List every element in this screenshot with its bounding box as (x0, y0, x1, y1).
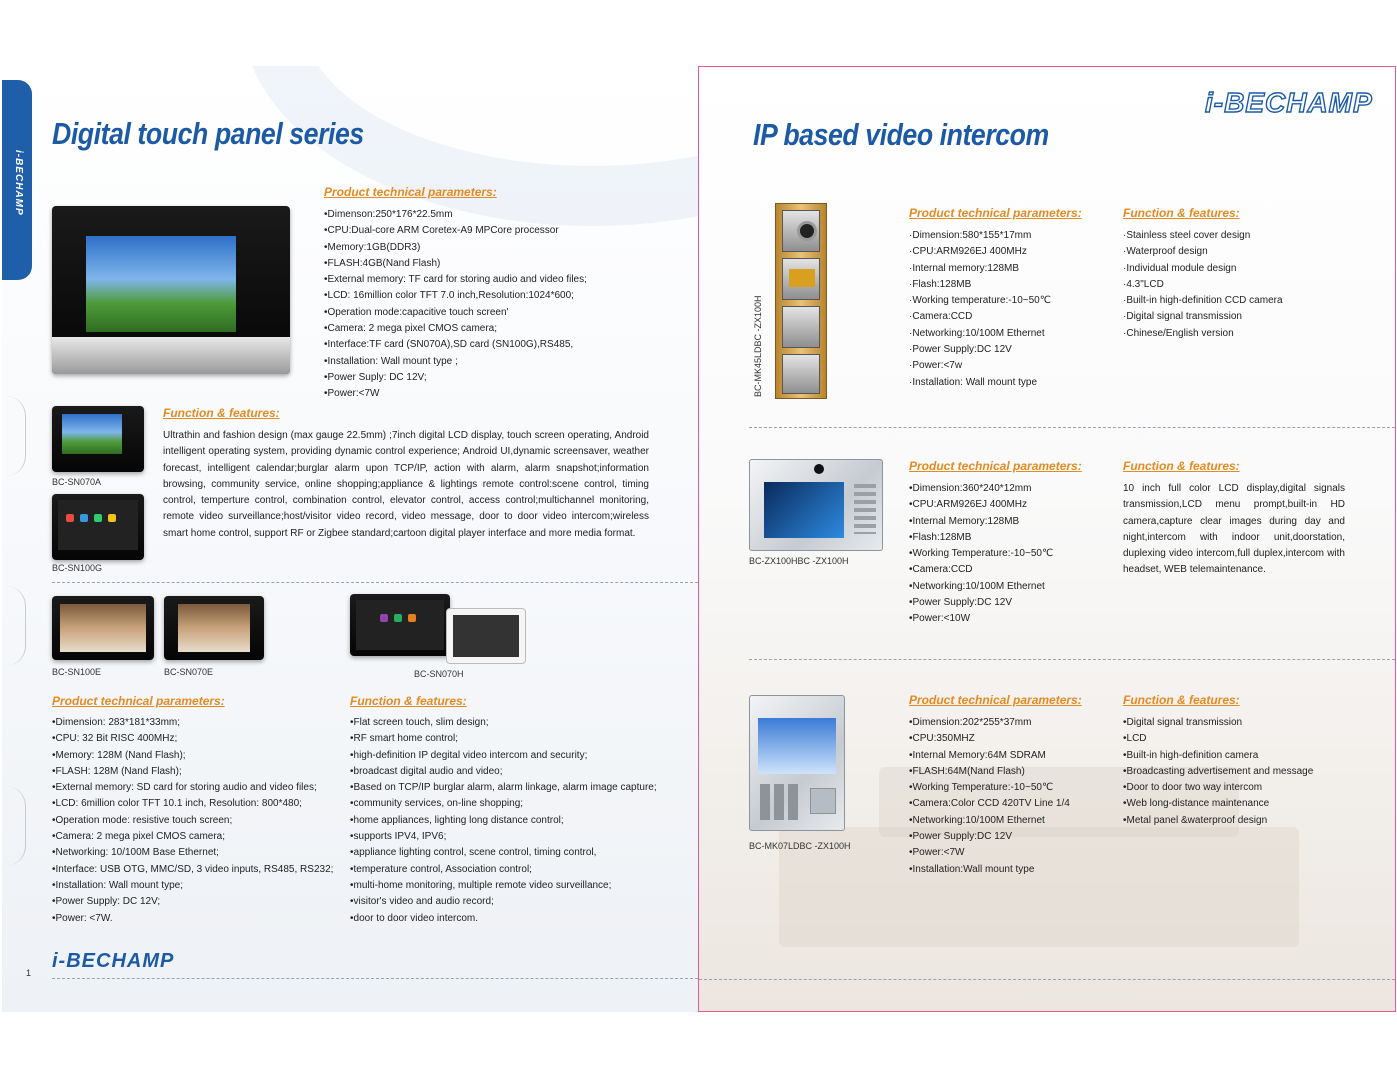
param-item: • CPU: 32 Bit RISC 400MHz; (52, 731, 333, 747)
feature-item: • Built-in high-definition camera (1123, 748, 1313, 764)
sn100e-image (52, 596, 154, 660)
features-list (1123, 228, 1283, 342)
feature-item: • Web long-distance maintenance (1123, 796, 1313, 812)
param-item: • Operation mode: resistive touch screen; (52, 813, 333, 829)
param-item: • Interface:TF card (SN070A),SD card (SN100G),RS485, (324, 337, 587, 353)
params-list (909, 228, 1051, 391)
camera-lens (797, 221, 817, 241)
feature-item: • Flat screen touch, slim design; (350, 715, 657, 731)
section-divider (749, 427, 1395, 428)
page-title: IP based video intercom (753, 117, 1049, 152)
params-list (909, 715, 1070, 878)
param-item: • Camera:Color CCD 420TV Line 1/4 (909, 796, 1070, 812)
feature-item: • Based on TCP/IP burglar alarm, alarm linkage, alarm image capture; (350, 780, 657, 796)
feature-item: • high-definition IP degital video intercom and security; (350, 748, 657, 764)
param-item: • CPU:350MHZ (909, 731, 1070, 747)
left-page (2, 66, 698, 1012)
spine-tab (2, 80, 32, 280)
param-item: • Power:<7W (909, 845, 1070, 861)
keypad (760, 784, 800, 820)
app-tile (380, 614, 388, 622)
param-item: • Installation: Wall mount type; (52, 878, 333, 894)
feature-item: • appliance lighting control, scene control, timing control, (350, 845, 657, 861)
app-tile (94, 514, 102, 522)
panel-screen (453, 615, 519, 657)
footer-divider (699, 979, 1395, 980)
param-item: · Flash:128MB (909, 277, 1051, 293)
param-item: • Power Supply:DC 12V (909, 829, 1070, 845)
caption-sn070e: BC-SN070E (164, 667, 214, 677)
param-item: • Flash:128MB (909, 530, 1053, 546)
feature-item: • Door to door two way intercom (1123, 780, 1313, 796)
feature-item: • community services, on-line shopping; (350, 796, 657, 812)
panel-bezel (52, 337, 290, 374)
param-item: • Memory: 128M (Nand Flash); (52, 748, 333, 764)
section-divider (749, 659, 1395, 660)
param-item: • Power:<7W (324, 386, 587, 402)
caption-sn070a: BC-SN070A (52, 477, 102, 487)
panel-screen (58, 500, 138, 550)
panel-screen (86, 236, 236, 332)
param-item: • Power Supply:DC 12V (909, 595, 1053, 611)
features-list (1123, 715, 1313, 829)
feature-item: • temperature control, Association control; (350, 862, 657, 878)
app-tile (394, 614, 402, 622)
param-item: • Working Temperature:-10~50℃ (909, 780, 1070, 796)
feature-item: • visitor's video and audio record; (350, 894, 657, 910)
param-item: · Dimension:580*155*17mm (909, 228, 1051, 244)
lcd-screen (758, 718, 836, 774)
keypad (854, 484, 876, 534)
edge-tab (2, 396, 26, 476)
feature-item: · Individual module design (1123, 261, 1283, 277)
right-page (698, 66, 1396, 1012)
feature-item: • Broadcasting advertisement and message (1123, 764, 1313, 780)
feature-item: • LCD (1123, 731, 1313, 747)
param-item: • Working Temperature:-10~50℃ (909, 546, 1053, 562)
feature-item: • home appliances, lighting long distance control; (350, 813, 657, 829)
feature-item: • Digital signal transmission (1123, 715, 1313, 731)
keypad-module (782, 306, 820, 348)
feature-item: • door to door video intercom. (350, 911, 657, 927)
param-item: • Power Supply: DC 12V; (52, 894, 333, 910)
features-paragraph: 10 inch full color LCD display,digital signals transmission,LCD menu prompt,built-in HD camera,capture clear images during day and night,intercom with indoor unit,doorstation, duplexing video intercom,full duplex,intercom with headset, WEB telemaintenance. (1123, 483, 1345, 576)
brand-logo: i-BECHAMP (52, 950, 175, 972)
params-heading: Product technical parameters: (909, 693, 1082, 707)
param-item: • Power Suply: DC 12V; (324, 370, 587, 386)
param-item: · CPU:ARM926EJ 400MHz (909, 244, 1051, 260)
param-item: • Installation:Wall mount type (909, 862, 1070, 878)
spine-logo-text: i-BECHAMP (13, 150, 24, 216)
caption-mk07: BC-MK07LDBC -ZX100H (749, 841, 851, 851)
params-heading: Product technical parameters: (909, 459, 1082, 473)
feature-item: • multi-home monitoring, multiple remote video surveillance; (350, 878, 657, 894)
card-reader (810, 788, 836, 814)
camera-module (782, 210, 820, 252)
lcd-module (782, 258, 820, 300)
feature-item: · Chinese/English version (1123, 326, 1283, 342)
params-heading: Product technical parameters: (909, 206, 1082, 220)
param-item: · Installation: Wall mount type (909, 375, 1051, 391)
param-item: · Working temperature:-10~50℃ (909, 293, 1051, 309)
param-item: • Internal Memory:64M SDRAM (909, 748, 1070, 764)
param-item: · Power Supply:DC 12V (909, 342, 1051, 358)
param-item: • Operation mode:capacitive touch screen' (324, 305, 587, 321)
param-item: • Networking:10/100M Ethernet (909, 813, 1070, 829)
param-item: • Power: <7W. (52, 911, 333, 927)
panel-screen (356, 600, 444, 650)
features-heading: Function & features: (1123, 459, 1240, 473)
features-heading: Function & features: (350, 694, 467, 708)
camera-lens (814, 464, 824, 474)
param-item: • Power:<10W (909, 611, 1053, 627)
panel-screen (60, 604, 146, 652)
panel-screen (178, 604, 250, 652)
caption-sn100g: BC-SN100G (52, 563, 103, 573)
param-item: • CPU:ARM926EJ 400MHz (909, 497, 1053, 513)
params-heading: Product technical parameters: (324, 185, 497, 199)
sn070h-black-image (350, 594, 450, 656)
brand-logo: i-BECHAMP (1205, 87, 1373, 118)
lcd-screen (789, 269, 815, 287)
card-reader-module (782, 354, 820, 394)
params-list (909, 481, 1053, 628)
app-tile (80, 514, 88, 522)
param-item: • Networking:10/100M Ethernet (909, 579, 1053, 595)
param-item: • FLASH:4GB(Nand Flash) (324, 256, 587, 272)
param-item: • Interface: USB OTG, MMC/SD, 3 video inputs, RS485, RS232; (52, 862, 333, 878)
param-item: • Dimenson:250*176*22.5mm (324, 207, 587, 223)
param-item: · Networking:10/100M Ethernet (909, 326, 1051, 342)
panel-screen (62, 414, 122, 454)
param-item: · Internal memory:128MB (909, 261, 1051, 277)
param-item: • External memory: SD card for storing audio and video files; (52, 780, 333, 796)
feature-item: · Built-in high-definition CCD camera (1123, 293, 1283, 309)
caption-mk45: BC-MK45LDBC -ZX100H (753, 295, 763, 397)
edge-tab (2, 786, 26, 866)
param-item: • Camera: 2 mega pixel CMOS camera; (52, 829, 333, 845)
params-list (52, 715, 333, 927)
app-tile (66, 514, 74, 522)
intercom-mk07-image (749, 695, 845, 831)
param-item: • CPU:Dual-core ARM Coretex-A9 MPCore processor (324, 223, 587, 239)
feature-item: · 4.3"LCD (1123, 277, 1283, 293)
features-paragraph: Ultrathin and fashion design (max gauge 22.5mm) ;7inch digital LCD display, touch screen operating, Android intelligent operating system, providing dynamic control experience; Android UI,dynamic screensaver, weather forecast, intelligent calendar;burglar alarm upon TCP/IP, action with alarm, alarm snapshot;information browsing, community service, online shopping;appliance & lightings remote control:scene control, timing control, temperture control, combination control, elevator control, access control;multichannel monitoring, remote video surveillance;host/visitor video record, video message, door to door video intercom;wireless smart home control, support RF or Zigbee standard;cartoon digital player interface and more media format. (163, 430, 649, 539)
sn070h-white-image (446, 608, 526, 664)
param-item: • Dimension:360*240*12mm (909, 481, 1053, 497)
app-tile (108, 514, 116, 522)
caption-sn070h: BC-SN070H (414, 669, 464, 679)
params-list (324, 207, 587, 403)
intercom-10inch-image (749, 459, 883, 551)
param-item: · Camera:CCD (909, 309, 1051, 325)
footer-divider (52, 978, 698, 979)
touch-panel-image (52, 206, 290, 374)
sn100g-image (52, 494, 144, 560)
features-heading: Function & features: (1123, 693, 1240, 707)
param-item: • LCD: 16million color TFT 7.0 inch,Resolution:1024*600; (324, 288, 587, 304)
caption-sn100e: BC-SN100E (52, 667, 102, 677)
section-divider (52, 582, 698, 583)
param-item: • FLASH:64M(Nand Flash) (909, 764, 1070, 780)
door-station-image (775, 203, 827, 399)
param-item: • Camera:CCD (909, 562, 1053, 578)
feature-item: · Digital signal transmission (1123, 309, 1283, 325)
sn070a-image (52, 406, 144, 472)
param-item: • External memory: TF card for storing audio and video files; (324, 272, 587, 288)
page-number: 1 (26, 968, 32, 978)
param-item: • Memory:1GB(DDR3) (324, 240, 587, 256)
param-item: • LCD: 6million color TFT 10.1 inch, Resolution: 800*480; (52, 796, 333, 812)
edge-tab (2, 586, 26, 666)
caption-zx100h: BC-ZX100HBC -ZX100H (749, 556, 849, 566)
param-item: · Power:<7w (909, 358, 1051, 374)
app-tile (408, 614, 416, 622)
features-list (350, 715, 657, 927)
feature-item: • Metal panel &waterproof design (1123, 813, 1313, 829)
feature-item: • RF smart home control; (350, 731, 657, 747)
param-item: • Networking: 10/100M Base Ethernet; (52, 845, 333, 861)
page-title: Digital touch panel series (52, 116, 364, 151)
sn070e-image (164, 596, 264, 660)
features-heading: Function & features: (163, 406, 280, 420)
feature-item: · Waterproof design (1123, 244, 1283, 260)
feature-item: • supports IPV4, IPV6; (350, 829, 657, 845)
feature-item: · Stainless steel cover design (1123, 228, 1283, 244)
feature-item: • broadcast digital audio and video; (350, 764, 657, 780)
features-heading: Function & features: (1123, 206, 1240, 220)
param-item: • Dimension:202*255*37mm (909, 715, 1070, 731)
params-heading: Product technical parameters: (52, 694, 225, 708)
param-item: • Internal Memory:128MB (909, 514, 1053, 530)
param-item: • FLASH: 128M (Nand Flash); (52, 764, 333, 780)
param-item: • Dimension: 283*181*33mm; (52, 715, 333, 731)
param-item: • Camera: 2 mega pixel CMOS camera; (324, 321, 587, 337)
param-item: • Installation: Wall mount type ; (324, 354, 587, 370)
lcd-screen (764, 482, 844, 538)
